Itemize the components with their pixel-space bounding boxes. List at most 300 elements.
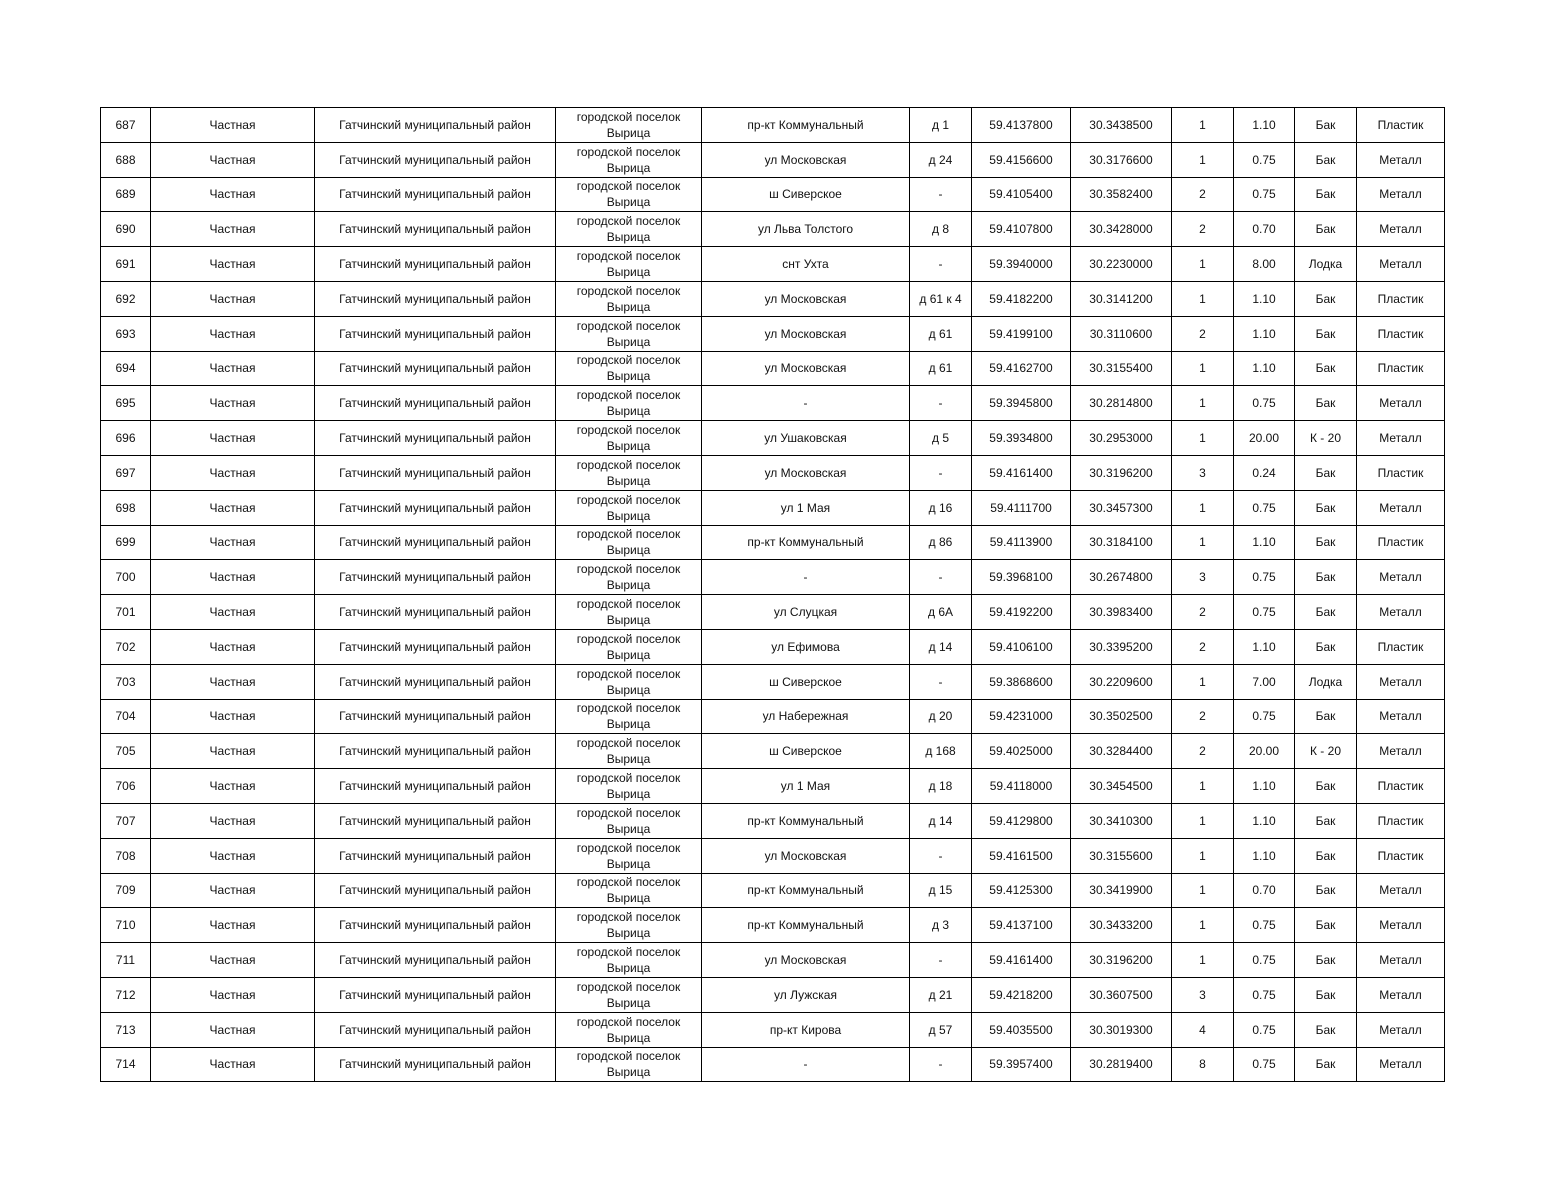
street-cell: пр-кт Коммунальный (702, 525, 910, 560)
container-type-cell: Бак (1295, 769, 1357, 804)
district-cell: Гатчинский муниципальный район (315, 247, 556, 282)
settlement-type: городской поселок (576, 979, 681, 994)
latitude-cell: 59.4161400 (972, 455, 1071, 490)
settlement-cell (556, 595, 702, 630)
longitude-cell: 30.3457300 (1071, 490, 1172, 525)
settlement-type: городской поселок (576, 353, 681, 368)
latitude-cell: 59.4231000 (972, 699, 1071, 734)
container-type-cell: Бак (1295, 316, 1357, 351)
district-cell: Гатчинский муниципальный район (315, 108, 556, 143)
ownership-cell: Частная (151, 560, 315, 595)
district-cell: Гатчинский муниципальный район (315, 490, 556, 525)
settlement-name: Вырица (606, 856, 651, 871)
house-cell: д 16 (910, 490, 972, 525)
longitude-cell: 30.3284400 (1071, 734, 1172, 769)
row-number-cell: 691 (101, 247, 151, 282)
house-cell: д 18 (910, 769, 972, 804)
table-row (101, 108, 1445, 143)
ownership-cell: Частная (151, 838, 315, 873)
settlement-cell (556, 386, 702, 421)
street-cell: пр-кт Коммунальный (702, 873, 910, 908)
ownership-cell: Частная (151, 699, 315, 734)
material-cell: Пластик (1357, 351, 1445, 386)
district-cell: Гатчинский муниципальный район (315, 734, 556, 769)
volume-cell: 0.24 (1234, 455, 1295, 490)
settlement-name: Вырица (606, 717, 651, 732)
volume-cell: 1.10 (1234, 629, 1295, 664)
district-cell: Гатчинский муниципальный район (315, 943, 556, 978)
settlement-cell (556, 803, 702, 838)
ownership-cell: Частная (151, 421, 315, 456)
longitude-cell: 30.3110600 (1071, 316, 1172, 351)
longitude-cell: 30.3019300 (1071, 1012, 1172, 1047)
material-cell: Пластик (1357, 455, 1445, 490)
street-cell: ул 1 Мая (702, 769, 910, 804)
house-cell: д 5 (910, 421, 972, 456)
table-row (101, 560, 1445, 595)
street-cell: ул Московская (702, 281, 910, 316)
volume-cell: 0.75 (1234, 943, 1295, 978)
latitude-cell: 59.4113900 (972, 525, 1071, 560)
house-cell: д 21 (910, 977, 972, 1012)
settlement-type: городской поселок (576, 283, 681, 298)
house-cell: д 1 (910, 108, 972, 143)
longitude-cell: 30.3454500 (1071, 769, 1172, 804)
settlement-name: Вырица (606, 613, 651, 628)
container-type-cell: Бак (1295, 142, 1357, 177)
row-number-cell: 698 (101, 490, 151, 525)
settlement-cell (556, 108, 702, 143)
container-count-cell: 1 (1172, 421, 1234, 456)
house-cell: д 3 (910, 908, 972, 943)
container-type-cell: К - 20 (1295, 421, 1357, 456)
settlement-cell (556, 977, 702, 1012)
volume-cell: 0.75 (1234, 908, 1295, 943)
settlement-type: городской поселок (576, 318, 681, 333)
volume-cell: 1.10 (1234, 281, 1295, 316)
ownership-cell: Частная (151, 595, 315, 630)
row-number-cell: 690 (101, 212, 151, 247)
latitude-cell: 59.3957400 (972, 1047, 1071, 1082)
settlement-name: Вырица (606, 195, 651, 210)
material-cell: Металл (1357, 595, 1445, 630)
material-cell: Металл (1357, 943, 1445, 978)
latitude-cell: 59.4106100 (972, 629, 1071, 664)
street-cell: - (702, 560, 910, 595)
settlement-name: Вырица (606, 891, 651, 906)
house-cell: - (910, 455, 972, 490)
table-row (101, 769, 1445, 804)
ownership-cell: Частная (151, 664, 315, 699)
row-number-cell: 700 (101, 560, 151, 595)
settlement-name: Вырица (606, 543, 651, 558)
latitude-cell: 59.4118000 (972, 769, 1071, 804)
district-cell: Гатчинский муниципальный район (315, 629, 556, 664)
container-count-cell: 1 (1172, 525, 1234, 560)
settlement-name: Вырица (606, 578, 651, 593)
house-cell: - (910, 664, 972, 699)
container-type-cell: Бак (1295, 490, 1357, 525)
container-count-cell: 8 (1172, 1047, 1234, 1082)
house-cell: - (910, 1047, 972, 1082)
street-cell: ул Московская (702, 316, 910, 351)
container-type-cell: Бак (1295, 455, 1357, 490)
container-count-cell: 1 (1172, 247, 1234, 282)
latitude-cell: 59.3868600 (972, 664, 1071, 699)
container-type-cell: Бак (1295, 1047, 1357, 1082)
settlement-name: Вырица (606, 961, 651, 976)
volume-cell: 1.10 (1234, 351, 1295, 386)
latitude-cell: 59.4137100 (972, 908, 1071, 943)
settlement-cell (556, 560, 702, 595)
settlement-type: городской поселок (576, 214, 681, 229)
street-cell: ш Сиверское (702, 177, 910, 212)
settlement-type: городской поселок (576, 597, 681, 612)
container-type-cell: Бак (1295, 386, 1357, 421)
street-cell: ул Московская (702, 838, 910, 873)
house-cell: д 61 (910, 351, 972, 386)
latitude-cell: 59.4035500 (972, 1012, 1071, 1047)
street-cell: ул Набережная (702, 699, 910, 734)
street-cell: пр-кт Коммунальный (702, 908, 910, 943)
latitude-cell: 59.3940000 (972, 247, 1071, 282)
settlement-cell (556, 490, 702, 525)
longitude-cell: 30.3983400 (1071, 595, 1172, 630)
table-row (101, 212, 1445, 247)
district-cell: Гатчинский муниципальный район (315, 560, 556, 595)
container-count-cell: 3 (1172, 977, 1234, 1012)
ownership-cell: Частная (151, 316, 315, 351)
material-cell: Пластик (1357, 316, 1445, 351)
container-type-cell: Бак (1295, 977, 1357, 1012)
settlement-type: городской поселок (576, 1014, 681, 1029)
settlement-type: городской поселок (576, 1049, 681, 1064)
longitude-cell: 30.3155600 (1071, 838, 1172, 873)
ownership-cell: Частная (151, 734, 315, 769)
material-cell: Пластик (1357, 629, 1445, 664)
longitude-cell: 30.3196200 (1071, 943, 1172, 978)
material-cell: Металл (1357, 560, 1445, 595)
district-cell: Гатчинский муниципальный район (315, 142, 556, 177)
container-type-cell: Бак (1295, 908, 1357, 943)
table-row (101, 177, 1445, 212)
volume-cell: 0.75 (1234, 595, 1295, 630)
longitude-cell: 30.3607500 (1071, 977, 1172, 1012)
street-cell: ул Московская (702, 142, 910, 177)
settlement-cell (556, 316, 702, 351)
container-type-cell: Бак (1295, 629, 1357, 664)
house-cell: д 57 (910, 1012, 972, 1047)
house-cell: - (910, 838, 972, 873)
container-count-cell: 1 (1172, 873, 1234, 908)
table-row (101, 490, 1445, 525)
volume-cell: 7.00 (1234, 664, 1295, 699)
district-cell: Гатчинский муниципальный район (315, 316, 556, 351)
district-cell: Гатчинский муниципальный район (315, 908, 556, 943)
table-row (101, 629, 1445, 664)
container-count-cell: 1 (1172, 838, 1234, 873)
longitude-cell: 30.3155400 (1071, 351, 1172, 386)
settlement-type: городской поселок (576, 249, 681, 264)
ownership-cell: Частная (151, 769, 315, 804)
row-number-cell: 713 (101, 1012, 151, 1047)
longitude-cell: 30.3438500 (1071, 108, 1172, 143)
latitude-cell: 59.4137800 (972, 108, 1071, 143)
settlement-name: Вырица (606, 299, 651, 314)
material-cell: Металл (1357, 421, 1445, 456)
latitude-cell: 59.4161400 (972, 943, 1071, 978)
container-type-cell: Бак (1295, 525, 1357, 560)
row-number-cell: 688 (101, 142, 151, 177)
container-count-cell: 1 (1172, 803, 1234, 838)
container-type-cell: Лодка (1295, 247, 1357, 282)
container-count-cell: 1 (1172, 108, 1234, 143)
volume-cell: 0.70 (1234, 873, 1295, 908)
street-cell: ул Льва Толстого (702, 212, 910, 247)
settlement-type: городской поселок (576, 910, 681, 925)
latitude-cell: 59.4129800 (972, 803, 1071, 838)
row-number-cell: 706 (101, 769, 151, 804)
ownership-cell: Частная (151, 1047, 315, 1082)
container-count-cell: 1 (1172, 281, 1234, 316)
district-cell: Гатчинский муниципальный район (315, 525, 556, 560)
settlement-name: Вырица (606, 995, 651, 1010)
container-type-cell: Бак (1295, 595, 1357, 630)
volume-cell: 1.10 (1234, 838, 1295, 873)
container-type-cell: Бак (1295, 943, 1357, 978)
house-cell: - (910, 560, 972, 595)
settlement-name: Вырица (606, 821, 651, 836)
settlement-type: городской поселок (576, 736, 681, 751)
table-row (101, 1047, 1445, 1082)
district-cell: Гатчинский муниципальный район (315, 769, 556, 804)
longitude-cell: 30.2814800 (1071, 386, 1172, 421)
row-number-cell: 709 (101, 873, 151, 908)
settlement-cell (556, 177, 702, 212)
house-cell: д 14 (910, 629, 972, 664)
street-cell: пр-кт Кирова (702, 1012, 910, 1047)
volume-cell: 0.75 (1234, 1012, 1295, 1047)
container-type-cell: Бак (1295, 108, 1357, 143)
longitude-cell: 30.3502500 (1071, 699, 1172, 734)
table-row (101, 838, 1445, 873)
house-cell: д 6А (910, 595, 972, 630)
street-cell: пр-кт Коммунальный (702, 108, 910, 143)
ownership-cell: Частная (151, 873, 315, 908)
table-body (101, 108, 1445, 1082)
district-cell: Гатчинский муниципальный район (315, 1047, 556, 1082)
settlement-type: городской поселок (576, 666, 681, 681)
settlement-type: городской поселок (576, 492, 681, 507)
settlement-cell (556, 699, 702, 734)
settlement-cell (556, 247, 702, 282)
container-type-cell: Бак (1295, 838, 1357, 873)
settlement-type: городской поселок (576, 701, 681, 716)
settlement-cell (556, 281, 702, 316)
house-cell: д 15 (910, 873, 972, 908)
container-count-cell: 2 (1172, 629, 1234, 664)
row-number-cell: 692 (101, 281, 151, 316)
volume-cell: 1.10 (1234, 108, 1295, 143)
settlement-type: городской поселок (576, 875, 681, 890)
longitude-cell: 30.3582400 (1071, 177, 1172, 212)
row-number-cell: 695 (101, 386, 151, 421)
volume-cell: 0.75 (1234, 977, 1295, 1012)
house-cell: д 61 (910, 316, 972, 351)
row-number-cell: 689 (101, 177, 151, 212)
settlement-name: Вырица (606, 125, 651, 140)
row-number-cell: 712 (101, 977, 151, 1012)
container-count-cell: 4 (1172, 1012, 1234, 1047)
house-cell: д 20 (910, 699, 972, 734)
ownership-cell: Частная (151, 281, 315, 316)
row-number-cell: 707 (101, 803, 151, 838)
material-cell: Металл (1357, 1047, 1445, 1082)
container-count-cell: 1 (1172, 943, 1234, 978)
ownership-cell: Частная (151, 490, 315, 525)
settlement-cell (556, 734, 702, 769)
latitude-cell: 59.3945800 (972, 386, 1071, 421)
material-cell: Пластик (1357, 838, 1445, 873)
street-cell: ул Московская (702, 455, 910, 490)
container-count-cell: 1 (1172, 386, 1234, 421)
row-number-cell: 704 (101, 699, 151, 734)
district-cell: Гатчинский муниципальный район (315, 595, 556, 630)
container-count-cell: 1 (1172, 351, 1234, 386)
settlement-name: Вырица (606, 369, 651, 384)
street-cell: снт Ухта (702, 247, 910, 282)
longitude-cell: 30.3184100 (1071, 525, 1172, 560)
container-count-cell: 1 (1172, 490, 1234, 525)
material-cell: Пластик (1357, 525, 1445, 560)
settlement-name: Вырица (606, 230, 651, 245)
container-type-cell: К - 20 (1295, 734, 1357, 769)
district-cell: Гатчинский муниципальный район (315, 281, 556, 316)
district-cell: Гатчинский муниципальный район (315, 177, 556, 212)
row-number-cell: 701 (101, 595, 151, 630)
row-number-cell: 702 (101, 629, 151, 664)
table-row (101, 386, 1445, 421)
settlement-type: городской поселок (576, 527, 681, 542)
container-type-cell: Бак (1295, 281, 1357, 316)
table-row (101, 142, 1445, 177)
container-type-cell: Бак (1295, 177, 1357, 212)
table-row (101, 1012, 1445, 1047)
ownership-cell: Частная (151, 177, 315, 212)
house-cell: - (910, 247, 972, 282)
longitude-cell: 30.2230000 (1071, 247, 1172, 282)
ownership-cell: Частная (151, 386, 315, 421)
street-cell: ул Слуцкая (702, 595, 910, 630)
settlement-type: городской поселок (576, 423, 681, 438)
table-row (101, 281, 1445, 316)
longitude-cell: 30.2209600 (1071, 664, 1172, 699)
container-count-cell: 2 (1172, 212, 1234, 247)
ownership-cell: Частная (151, 247, 315, 282)
latitude-cell: 59.3934800 (972, 421, 1071, 456)
longitude-cell: 30.3410300 (1071, 803, 1172, 838)
table-row (101, 803, 1445, 838)
volume-cell: 20.00 (1234, 421, 1295, 456)
latitude-cell: 59.4162700 (972, 351, 1071, 386)
latitude-cell: 59.3968100 (972, 560, 1071, 595)
material-cell: Металл (1357, 212, 1445, 247)
latitude-cell: 59.4218200 (972, 977, 1071, 1012)
longitude-cell: 30.3141200 (1071, 281, 1172, 316)
settlement-name: Вырица (606, 439, 651, 454)
volume-cell: 0.75 (1234, 177, 1295, 212)
table-row (101, 908, 1445, 943)
material-cell: Пластик (1357, 803, 1445, 838)
table-row (101, 873, 1445, 908)
row-number-cell: 696 (101, 421, 151, 456)
settlement-cell (556, 873, 702, 908)
latitude-cell: 59.4182200 (972, 281, 1071, 316)
latitude-cell: 59.4111700 (972, 490, 1071, 525)
ownership-cell: Частная (151, 803, 315, 838)
longitude-cell: 30.2674800 (1071, 560, 1172, 595)
settlement-type: городской поселок (576, 179, 681, 194)
ownership-cell: Частная (151, 351, 315, 386)
container-type-cell: Бак (1295, 873, 1357, 908)
ownership-cell: Частная (151, 943, 315, 978)
latitude-cell: 59.4199100 (972, 316, 1071, 351)
district-cell: Гатчинский муниципальный район (315, 421, 556, 456)
container-type-cell: Бак (1295, 212, 1357, 247)
latitude-cell: 59.4107800 (972, 212, 1071, 247)
settlement-name: Вырица (606, 334, 651, 349)
settlement-type: городской поселок (576, 631, 681, 646)
material-cell: Металл (1357, 734, 1445, 769)
settlement-name: Вырица (606, 682, 651, 697)
settlement-name: Вырица (606, 404, 651, 419)
volume-cell: 0.75 (1234, 490, 1295, 525)
settlement-cell (556, 664, 702, 699)
table-row (101, 351, 1445, 386)
settlement-type: городской поселок (576, 144, 681, 159)
latitude-cell: 59.4025000 (972, 734, 1071, 769)
volume-cell: 8.00 (1234, 247, 1295, 282)
container-count-cell: 3 (1172, 455, 1234, 490)
material-cell: Металл (1357, 1012, 1445, 1047)
house-cell: д 24 (910, 142, 972, 177)
material-cell: Пластик (1357, 108, 1445, 143)
container-count-cell: 1 (1172, 664, 1234, 699)
street-cell: пр-кт Коммунальный (702, 803, 910, 838)
settlement-cell (556, 1012, 702, 1047)
street-cell: ш Сиверское (702, 664, 910, 699)
table-row (101, 421, 1445, 456)
settlement-type: городской поселок (576, 457, 681, 472)
settlement-type: городской поселок (576, 109, 681, 124)
container-count-cell: 2 (1172, 699, 1234, 734)
district-cell: Гатчинский муниципальный район (315, 455, 556, 490)
table-row (101, 595, 1445, 630)
house-cell: д 86 (910, 525, 972, 560)
house-cell: - (910, 177, 972, 212)
settlement-name: Вырица (606, 1030, 651, 1045)
ownership-cell: Частная (151, 1012, 315, 1047)
street-cell: ул Московская (702, 351, 910, 386)
district-cell: Гатчинский муниципальный район (315, 351, 556, 386)
material-cell: Металл (1357, 386, 1445, 421)
settlement-type: городской поселок (576, 840, 681, 855)
container-type-cell: Бак (1295, 699, 1357, 734)
volume-cell: 0.75 (1234, 142, 1295, 177)
material-cell: Металл (1357, 699, 1445, 734)
table-row (101, 525, 1445, 560)
longitude-cell: 30.3395200 (1071, 629, 1172, 664)
